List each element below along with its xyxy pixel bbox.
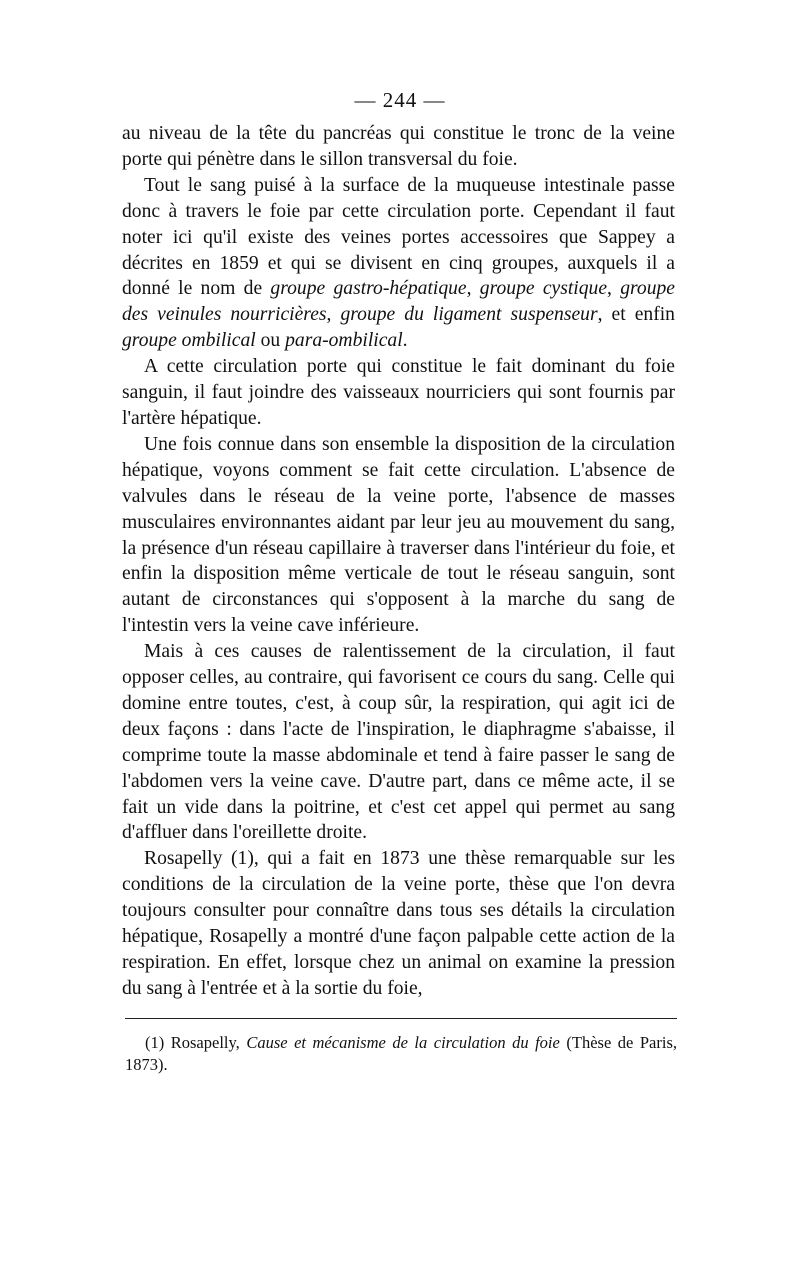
text-run: ou (255, 330, 286, 352)
paragraph (122, 639, 675, 846)
text-run: , (466, 278, 480, 300)
paragraph (122, 846, 675, 1001)
italic-text: groupe gastro-hépatique (270, 278, 467, 300)
text-run: A cette circulation porte qui constitue le fait dominant du foie sanguin, il faut joindre des vaisseaux nourriciers qui sont fournis par l'artère hépatique. (122, 356, 675, 429)
text-run: (1) Rosapelly, (145, 1033, 247, 1052)
body-text (122, 121, 675, 1002)
text-run: (Thèse de Paris, 1873). (125, 1033, 677, 1074)
text-run: , (607, 278, 621, 300)
italic-text: groupe des veinules nourricières (122, 278, 676, 326)
text-run: Rosapelly (1), qui a fait en 1873 une thèse remarquable sur les conditions de la circulation de la veine porte, thèse que l'on devra toujours consulter pour connaître dans tous ses détails la circulation hépatique, Rosapelly a montré d'une façon palpable cette action de la respiration. En effet, lorsque chez un animal on examine la pression du sang à l'entrée et à la sortie du foie, (122, 848, 675, 999)
italic-text: Cause et mécanisme de la circulation du foie (246, 1033, 560, 1052)
footnote (125, 1032, 677, 1076)
italic-text: groupe cystique (479, 278, 608, 300)
text-run: Tout le sang puisé à la surface de la muqueuse intestinale passe donc à travers le foie par cette circulation porte. Cependant il faut noter ici qu'il existe des veines portes accessoires que Sappey a décrites en 1859 et qui se divisent en cinq groupes, auxquels il a donné le nom de (122, 174, 675, 300)
paragraph (122, 173, 675, 354)
footnote-divider (125, 1018, 677, 1019)
text-run: au niveau de la tête du pancréas qui constitue le tronc de la veine porte qui pénètre dans le sillon transversal du foie. (122, 123, 675, 170)
page-number: — 244 — (354, 88, 446, 112)
text-run: Une fois connue dans son ensemble la disposition de la circulation hépatique, voyons comment se fait cette circulation. L'absence de valvules dans le réseau de la veine porte, l'absence de masses musculaires environnantes aidant par leur jeu au mouvement du sang, la présence d'un réseau capillaire à traverser dans l'intérieur du foie, et enfin la disposition même verticale de tout le réseau sanguin, sont autant de circonstances qui s'opposent à la marche du sang de l'intestin vers la veine cave inférieure. (122, 433, 675, 637)
italic-text: groupe du ligament suspenseur (340, 304, 598, 326)
paragraph (122, 354, 675, 432)
paragraph (122, 432, 675, 639)
italic-text: groupe ombilical (122, 330, 256, 352)
text-run: , (326, 304, 341, 326)
italic-text: para-ombilical (285, 330, 403, 352)
text-run: , et enfin (597, 304, 675, 326)
paragraph (122, 121, 675, 173)
text-run: Mais à ces causes de ralentissement de la circulation, il faut opposer celles, au contraire, qui favorisent ce cours du sang. Celle qui domine entre toutes, c'est, à coup sûr, la respiration, qui agit ici de deux façons : dans l'acte de l'inspiration, le diaphragme s'abaisse, il comprime toute la masse abdominale et tend à faire passer le sang de l'abdomen vers la veine cave. D'autre part, dans ce même acte, il se fait un vide dans la poitrine, et c'est cet appel qui permet au sang d'affluer dans l'oreillette droite. (122, 641, 675, 844)
text-run: . (402, 330, 408, 352)
